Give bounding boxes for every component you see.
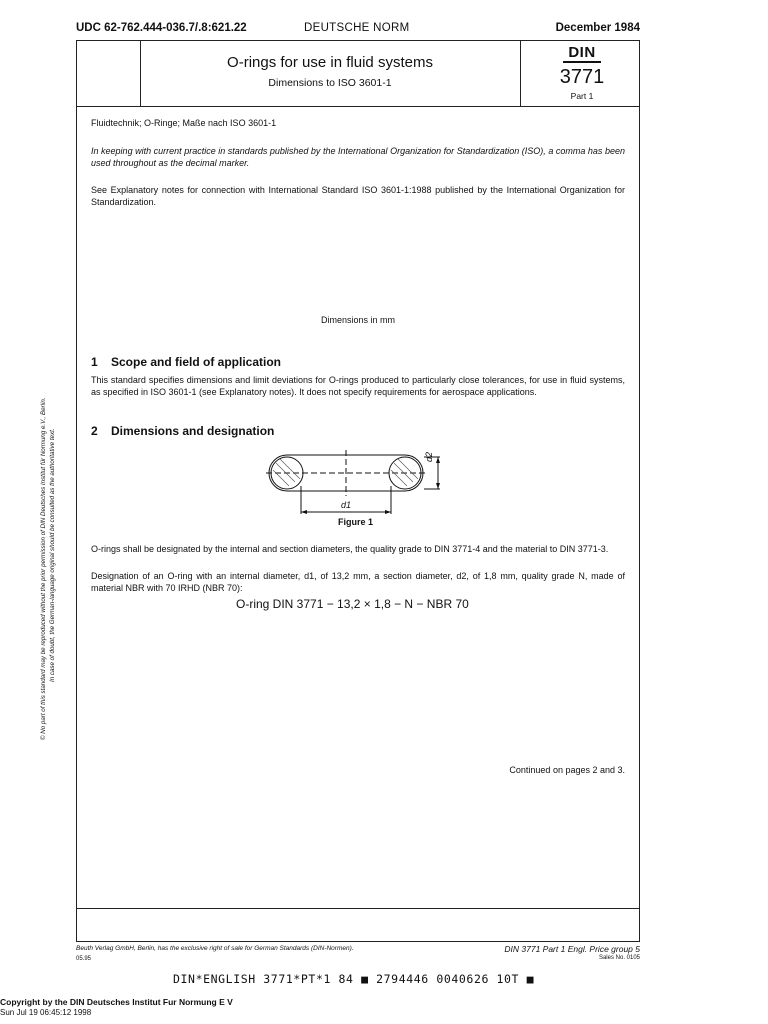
- section-2-number: 2: [91, 424, 98, 438]
- section-2-title: Dimensions and designation: [111, 424, 275, 438]
- explanatory-note: See Explanatory notes for connection with International Standard ISO 3601-1:1988 published by the International Organization for Standardization.: [91, 185, 625, 207]
- sales-number: Sales No. 0105: [598, 955, 640, 961]
- udc-number: UDC 62-762.444-036.7/.8:621.22: [76, 22, 247, 34]
- side-copyright-note: [40, 260, 57, 740]
- document-reference: DIN 3771 Part 1 Engl. Price group 5: [504, 944, 640, 954]
- section-1-number: 1: [91, 355, 98, 369]
- footer-code: 05.95: [76, 956, 92, 962]
- designation-example-intro: Designation of an O-ring with an internal diameter, d1, of 13,2 mm, a section diameter, d2, of 1,8 mm, quality grade N, made of material NBR with 70 IRHD (NBR 70):: [91, 571, 625, 593]
- side-note-line-2: In case of doubt, the German-language original should be consulted as the authoritative text.: [48, 428, 56, 682]
- document-header: [76, 22, 640, 38]
- norm-type: DEUTSCHE NORM: [304, 22, 410, 34]
- publication-date: December 1984: [555, 22, 640, 34]
- section-1-text: This standard specifies dimensions and limit deviations for O-rings produced to particularly close tolerances, for use in fluid systems, as specified in ISO 3601-1 (see Explanatory notes). It does not specify requirements for aerospace applications.: [91, 375, 625, 397]
- title-block-divider-left: [140, 40, 141, 106]
- copyright-line: Copyright by the DIN Deutsches Institut Fur Normung E V: [0, 997, 233, 1007]
- section-1-heading: [91, 355, 281, 369]
- din-number: 3771: [559, 66, 605, 88]
- side-note-line-1: © No part of this standard may be reproduced without the prior permission of DIN Deutsches Institut für Normung e.V., Berlin.: [40, 397, 47, 740]
- figure-label-d1: d1: [341, 500, 352, 510]
- document-title: O-rings for use in fluid systems: [227, 54, 433, 71]
- din-label: DIN: [568, 44, 596, 61]
- dimensions-note: Dimensions in mm: [320, 315, 396, 325]
- din-part: Part 1: [570, 91, 594, 101]
- timestamp-line: Sun Jul 19 06:45:12 1998: [0, 1008, 92, 1017]
- barcode-line: DIN*ENGLISH 3771*PT*1 84 ■ 2794446 0040626 10T ■: [173, 972, 535, 986]
- section-1-title: Scope and field of application: [111, 355, 282, 369]
- figure-caption: Figure 1: [338, 517, 374, 527]
- german-title: Fluidtechnik; O-Ringe; Maße nach ISO 3601-1: [91, 118, 277, 128]
- designation-example: O-ring DIN 3771 − 13,2 × 1,8 − N − NBR 70: [236, 597, 469, 611]
- title-block-divider-right: [520, 40, 521, 106]
- document-subtitle: Dimensions to ISO 3601-1: [268, 77, 392, 89]
- din-underline: [563, 61, 601, 63]
- figure-label-d2: d2: [424, 451, 434, 462]
- designation-text: O-rings shall be designated by the internal and section diameters, the quality grade to DIN 3771-4 and the material to DIN 3771-3.: [91, 544, 609, 554]
- footer-rule: [76, 908, 640, 909]
- continued-note: Continued on pages 2 and 3.: [509, 765, 625, 775]
- title-block-bottom-rule: [76, 106, 640, 107]
- publisher-note: Beuth Verlag GmbH, Berlin, has the exclusive right of sale for German Standards (DIN-Normen).: [76, 945, 354, 952]
- decimal-note: In keeping with current practice in standards published by the International Organization for Standardization (ISO), a comma has been used throughout as the decimal marker.: [91, 146, 625, 168]
- section-2-heading: [91, 424, 274, 438]
